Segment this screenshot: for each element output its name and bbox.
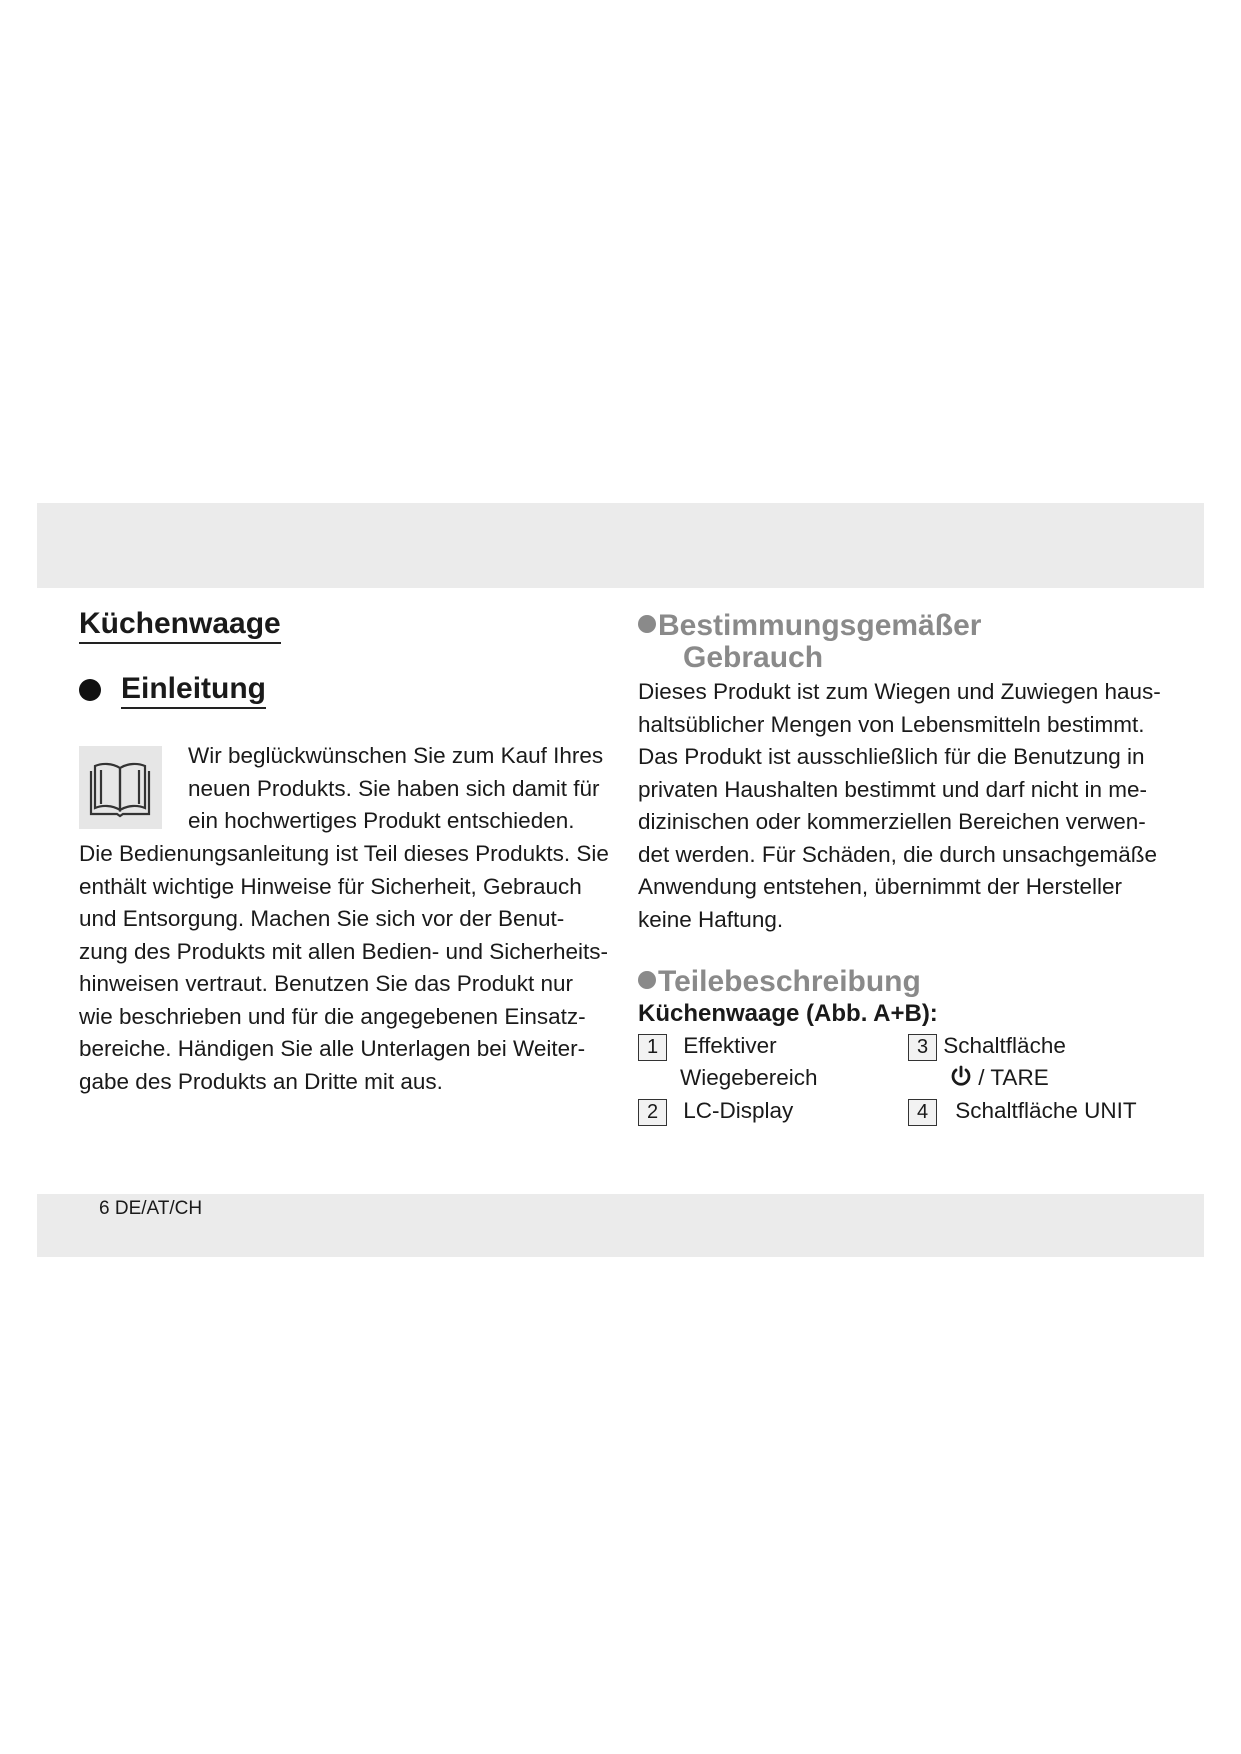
body-line: enthält wichtige Hinweise für Sicherheit, Gebrauch: [79, 873, 582, 899]
parts-subheading: Küchenwaage (Abb. A+B):: [638, 1000, 938, 1027]
part-number: 2: [638, 1099, 667, 1126]
part-label: Schaltfläche: [943, 1033, 1066, 1058]
bullet-icon: [79, 679, 101, 701]
body-line: Das Produkt ist ausschließlich für die Benutzung in: [638, 744, 1145, 769]
bullet-icon: [638, 971, 656, 989]
part-number: 3: [908, 1034, 937, 1061]
intro-line: neuen Produkts. Sie haben sich damit für: [188, 775, 600, 801]
part-number: 1: [638, 1034, 667, 1061]
part-label: LC-Display: [683, 1098, 794, 1123]
book-icon: [79, 746, 162, 829]
body-line: dizinischen oder kommerziellen Bereichen verwen-: [638, 809, 1146, 834]
body-line: Die Bedienungsanleitung ist Teil dieses Produkts. Sie: [79, 841, 609, 866]
body-line: bereiche. Händigen Sie alle Unterlagen bei Weiter-: [79, 1036, 586, 1061]
part-label-line2: / TARE: [978, 1065, 1049, 1090]
body-line: privaten Haushalten bestimmt und darf nicht in me-: [638, 776, 1147, 802]
body-line: haltsüblicher Mengen von Lebensmitteln bestimmt.: [638, 711, 1145, 737]
part-label: Schaltfläche UNIT: [955, 1098, 1137, 1123]
part-item: [638, 1030, 777, 1063]
body-line: Dieses Produkt ist zum Wiegen und Zuwiegen haus-: [638, 679, 1161, 704]
bullet-icon: [638, 615, 656, 633]
intro-heading-text: Einleitung: [121, 671, 266, 709]
intro-heading: [79, 671, 266, 709]
body-line: Anwendung entstehen, übernimmt der Hersteller: [638, 874, 1123, 899]
page-number: 6 DE/AT/CH: [99, 1198, 203, 1219]
intro-line: ein hochwertiges Produkt entschieden.: [188, 808, 575, 833]
part-number: 4: [908, 1099, 937, 1126]
body-line: zung des Produkts mit allen Bedien- und Sicherheits-: [79, 938, 609, 964]
parts-heading: [638, 966, 921, 998]
page-title: Küchenwaage: [79, 606, 281, 644]
parts-heading-text: Teilebeschreibung: [658, 965, 921, 998]
part-item: [908, 1095, 1137, 1128]
body-line: und Entsorgung. Machen Sie sich vor der Benut-: [79, 906, 565, 931]
part-label-line2: Wiegebereich: [680, 1065, 818, 1090]
intro-line: Wir beglückwünschen Sie zum Kauf Ihres: [188, 743, 604, 768]
use-heading: [638, 610, 981, 674]
body-line: keine Haftung.: [638, 906, 784, 932]
body-line: hinweisen vertraut. Benutzen Sie das Produkt nur: [79, 971, 574, 996]
use-body: [638, 676, 1161, 936]
body-line: wie beschrieben und für die angegebenen Einsatz-: [79, 1003, 586, 1029]
intro-body: [79, 838, 619, 1098]
intro-text: [188, 740, 603, 838]
use-heading-line1: Bestimmungsgemäßer: [658, 609, 982, 642]
part-item: [908, 1030, 1066, 1063]
body-line: det werden. Für Schäden, die durch unsachgemäße: [638, 841, 1158, 867]
part-label: Effektiver: [683, 1033, 777, 1058]
footer-band: [37, 1194, 1204, 1257]
power-icon: [950, 1065, 972, 1087]
body-line: gabe des Produkts an Dritte mit aus.: [79, 1068, 443, 1094]
part-item: [638, 1095, 793, 1128]
part-item-line2: [950, 1062, 1049, 1095]
header-band: [37, 503, 1204, 588]
use-heading-line2: Gebrauch: [683, 641, 824, 674]
